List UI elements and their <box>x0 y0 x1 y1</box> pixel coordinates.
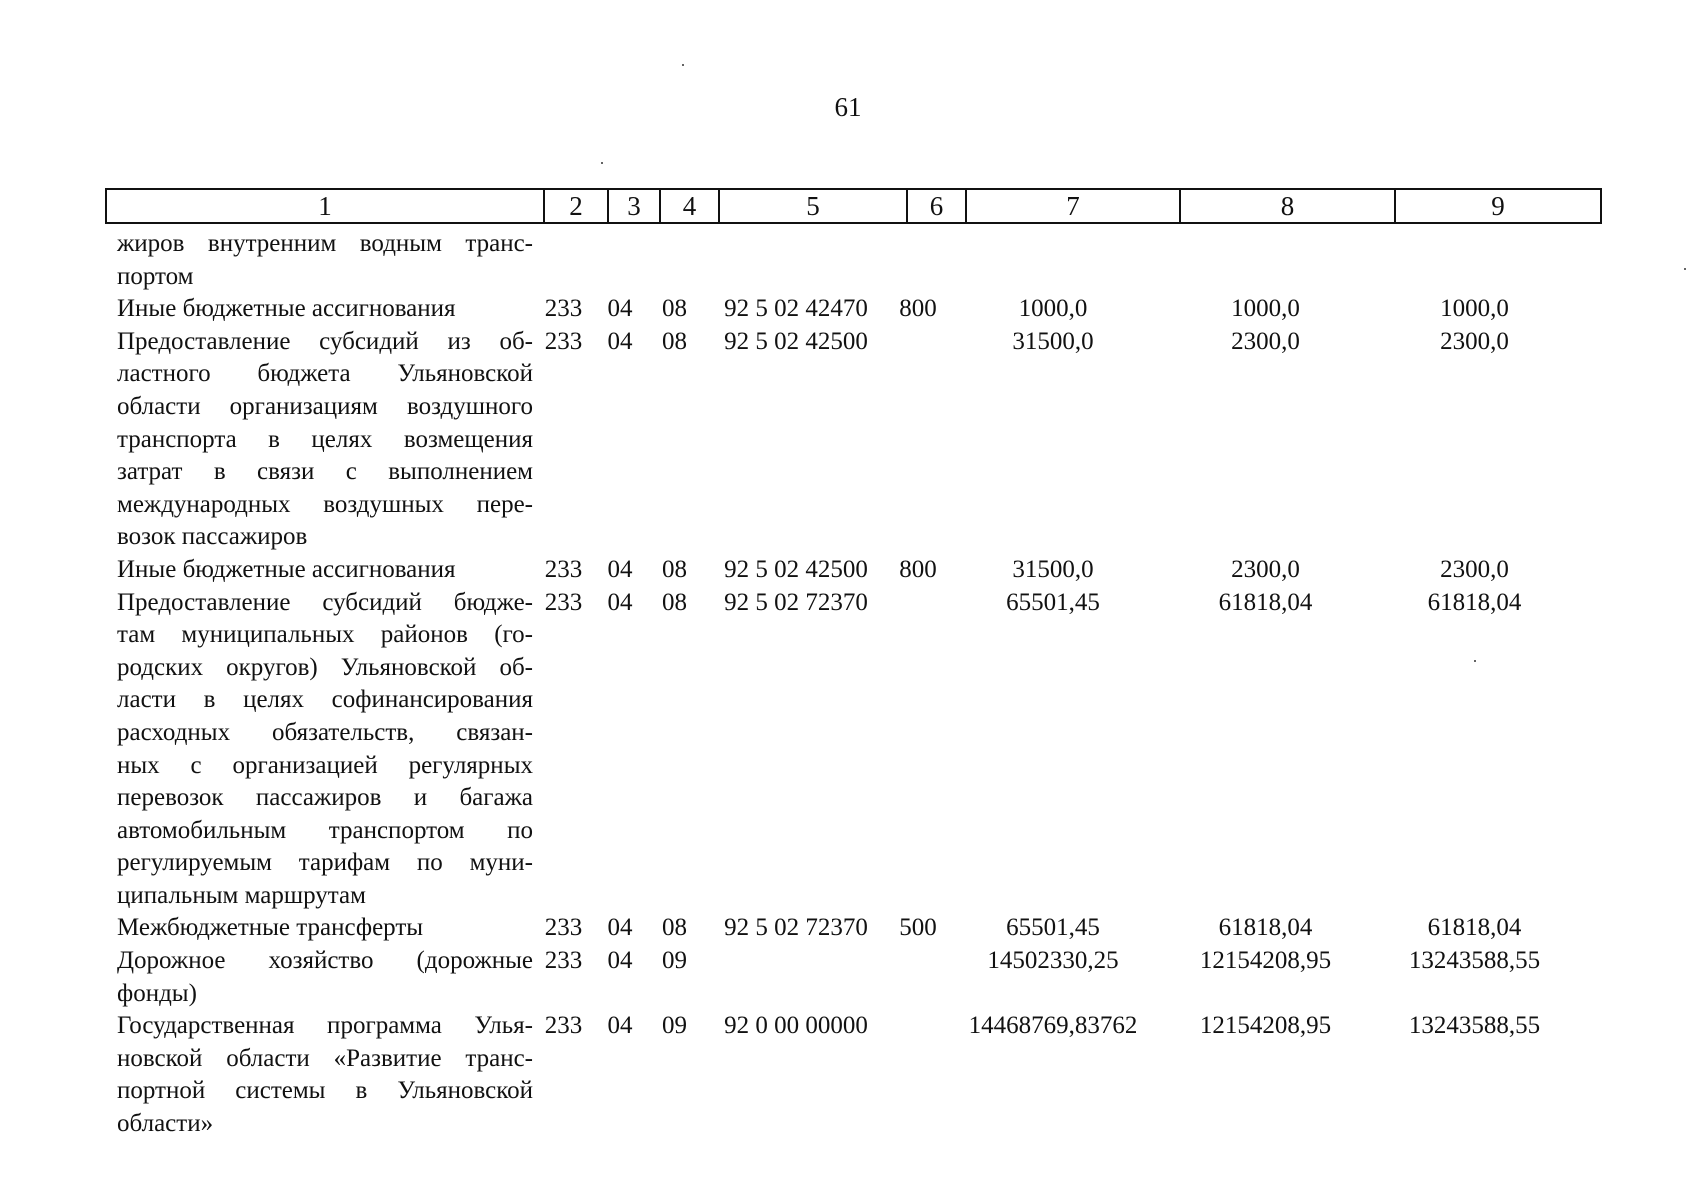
cell-col8: 12154208,95 <box>1199 1012 1332 1040</box>
cell-col5: 92 5 02 72370 <box>724 588 868 616</box>
cell-col4: 08 <box>662 588 687 616</box>
cell-col8: 1000,0 <box>1231 295 1300 323</box>
cell-col8: 2300,0 <box>1231 327 1300 355</box>
table-row <box>105 587 1577 913</box>
cell-col7: 31500,0 <box>1012 327 1094 355</box>
description-line: возок пассажиров <box>117 523 308 551</box>
cell-col4: 08 <box>662 295 687 323</box>
cell-col8: 2300,0 <box>1231 555 1300 583</box>
description-line: международных воздушных пере- <box>117 490 533 518</box>
description-line: портной системы в Ульяновской <box>117 1077 533 1105</box>
cell-col3: 04 <box>607 555 633 583</box>
cell-col5: 92 5 02 42470 <box>724 295 868 323</box>
description-line: Иные бюджетные ассигнования <box>117 555 456 583</box>
page-number: 61 <box>834 92 862 122</box>
description-line: новской области «Развитие транс- <box>117 1044 533 1072</box>
table-row <box>105 945 1577 1010</box>
description-line: Предоставление субсидий из об- <box>117 327 533 355</box>
cell-col7: 14502330,25 <box>987 947 1119 975</box>
cell-col9: 61818,04 <box>1427 588 1522 616</box>
cell-col9: 2300,0 <box>1440 327 1509 355</box>
cell-col2: 233 <box>544 588 583 616</box>
cell-col9: 13243588,55 <box>1408 1012 1541 1040</box>
description-line: жиров внутренним водным транс- <box>117 230 533 257</box>
description-line: затрат в связи с выполнением <box>117 458 533 486</box>
cell-col5: 92 5 02 42500 <box>724 555 868 583</box>
description-line: портом <box>117 262 194 290</box>
cell-col7: 31500,0 <box>1012 555 1094 583</box>
row-description <box>105 326 533 554</box>
cell-col6: 500 <box>899 914 937 942</box>
row-description <box>105 1010 533 1140</box>
cell-col4: 09 <box>662 947 687 975</box>
scan-speck <box>1684 268 1686 270</box>
description-line: области» <box>117 1110 214 1138</box>
table-row <box>105 912 1577 945</box>
cell-col9: 13243588,55 <box>1408 947 1541 975</box>
scan-speck <box>682 64 684 66</box>
description-line: ласти в целях софинансирования <box>117 686 533 714</box>
cell-col6: 800 <box>899 555 937 583</box>
cell-col3: 04 <box>607 327 633 355</box>
description-line: там муниципальных районов (го- <box>117 621 533 649</box>
column-header-4: 4 <box>660 189 719 223</box>
column-header-2: 2 <box>544 189 608 223</box>
cell-col4: 08 <box>662 327 687 355</box>
row-description <box>105 945 533 1010</box>
cell-col5: 92 5 02 42500 <box>724 327 868 355</box>
cell-col7: 1000,0 <box>1018 295 1088 323</box>
table-row <box>105 293 1577 326</box>
description-line: ных с организацией регулярных <box>117 751 533 779</box>
cell-col7: 65501,45 <box>1006 588 1100 616</box>
description-line: расходных обязательств, связан- <box>117 718 533 746</box>
cell-col7: 14468769,83762 <box>968 1012 1138 1040</box>
column-header-6: 6 <box>907 189 966 223</box>
cell-col2: 233 <box>544 295 583 323</box>
cell-col6: 800 <box>899 295 937 323</box>
description-line: Иные бюджетные ассигнования <box>117 295 456 323</box>
budget-table-body <box>105 228 1577 1141</box>
row-description <box>105 554 533 587</box>
cell-col3: 04 <box>607 1012 633 1040</box>
description-line: фонды) <box>117 979 197 1007</box>
cell-col3: 04 <box>607 295 633 323</box>
column-header-table <box>105 188 1602 224</box>
table-row <box>105 1010 1577 1140</box>
description-line: Межбюджетные трансферты <box>117 914 424 942</box>
table-row <box>105 228 1577 293</box>
description-line: родских округов) Ульяновской об- <box>117 653 533 681</box>
cell-col3: 04 <box>607 588 633 616</box>
cell-col2: 233 <box>544 1012 583 1040</box>
row-description <box>105 293 533 326</box>
cell-col3: 04 <box>607 947 633 975</box>
description-line: области организациям воздушного <box>117 392 533 420</box>
description-line: Дорожное хозяйство (дорожные <box>117 947 533 975</box>
row-description <box>105 228 533 293</box>
row-description <box>105 587 533 913</box>
cell-col4: 08 <box>662 914 687 942</box>
row-description <box>105 912 533 945</box>
cell-col5: 92 5 02 72370 <box>724 914 868 942</box>
cell-col7: 65501,45 <box>1006 914 1100 942</box>
description-line: автомобильным транспортом по <box>117 816 533 844</box>
column-header-5: 5 <box>719 189 907 223</box>
description-line: ципальным маршрутам <box>117 881 366 909</box>
table-row <box>105 554 1577 587</box>
description-line: транспорта в целях возмещения <box>117 425 533 453</box>
cell-col4: 08 <box>662 555 687 583</box>
cell-col9: 61818,04 <box>1427 914 1522 942</box>
scan-speck <box>601 162 603 164</box>
cell-col8: 61818,04 <box>1218 588 1313 616</box>
cell-col8: 12154208,95 <box>1199 947 1332 975</box>
cell-col2: 233 <box>544 555 583 583</box>
cell-col8: 61818,04 <box>1218 914 1313 942</box>
column-header-row <box>106 189 1601 223</box>
cell-col3: 04 <box>607 914 633 942</box>
table-row <box>105 326 1577 554</box>
column-header-8: 8 <box>1180 189 1395 223</box>
description-line: Предоставление субсидий бюдже- <box>117 588 533 616</box>
column-header-9: 9 <box>1395 189 1601 223</box>
description-line: регулируемым тарифам по муни- <box>117 849 533 877</box>
description-line: перевозок пассажиров и багажа <box>117 784 533 812</box>
cell-col4: 09 <box>662 1012 687 1040</box>
cell-col9: 2300,0 <box>1440 555 1509 583</box>
description-line: ластного бюджета Ульяновской <box>117 360 533 388</box>
column-header-1: 1 <box>106 189 544 223</box>
column-header-3: 3 <box>608 189 660 223</box>
cell-col2: 233 <box>544 914 583 942</box>
cell-col2: 233 <box>544 327 583 355</box>
cell-col9: 1000,0 <box>1440 295 1509 323</box>
description-line: Государственная программа Улья- <box>117 1012 533 1040</box>
cell-col5: 92 0 00 00000 <box>724 1012 868 1040</box>
column-header-7: 7 <box>966 189 1180 223</box>
cell-col2: 233 <box>544 947 583 975</box>
